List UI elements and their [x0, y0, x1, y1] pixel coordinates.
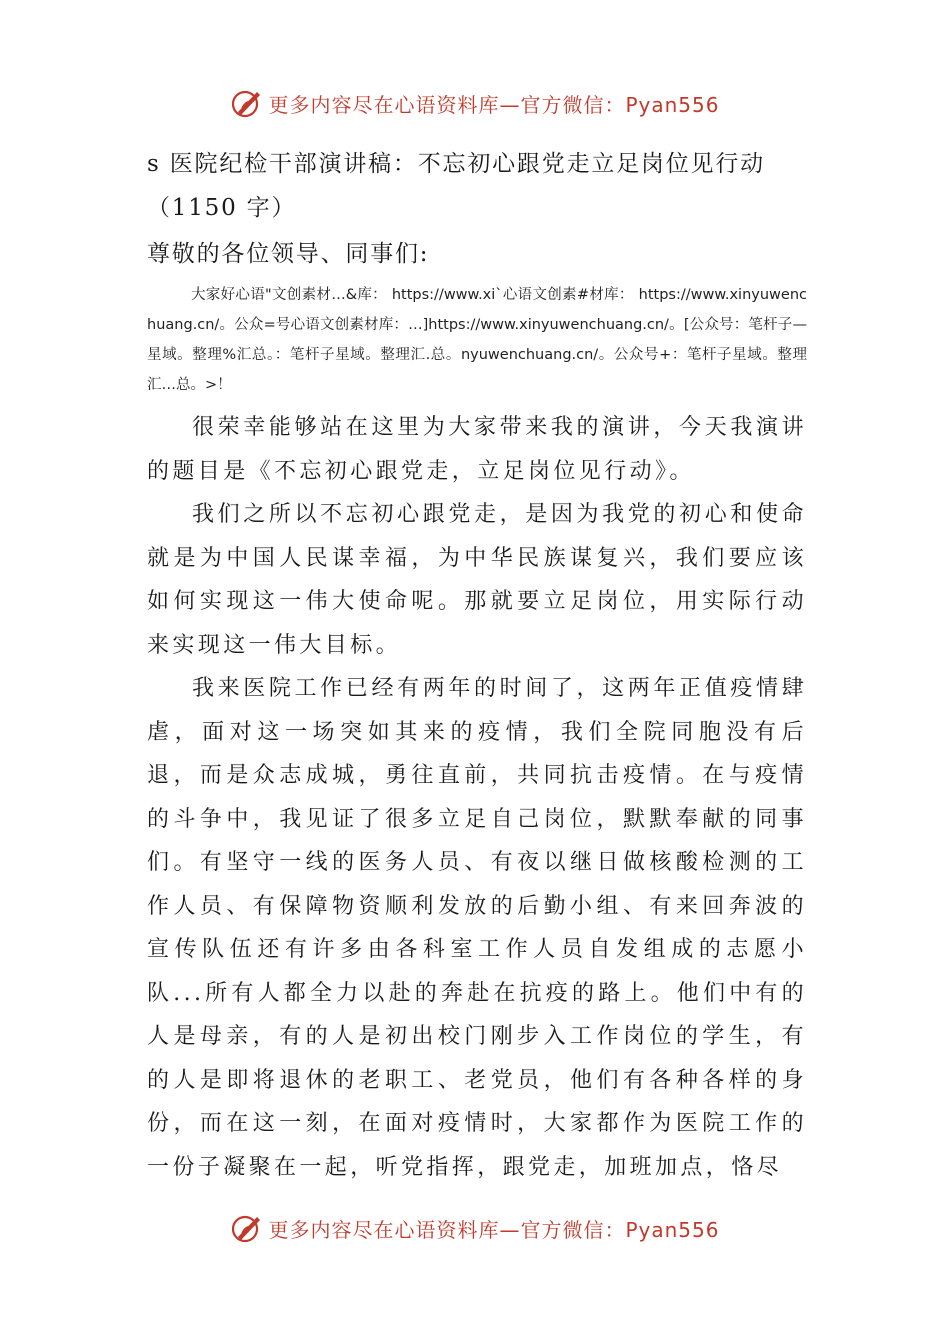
paragraph-2: 我们之所以不忘初心跟党走，是因为我党的初心和使命就是为中国人民谋幸福，为中华民族谋复兴，我们要应该如何实现这一伟大使命呢。那就要立足岗位，用实际行动来实现这一伟大目标。: [147, 502, 807, 658]
header-banner: [0, 83, 950, 123]
paragraph-3: 我来医院工作已经有两年的时间了，这两年正值疫情肆虐，面对这一场突如其来的疫情，我们全院同胞没有后退，而是众志成城，勇往直前，共同抗击疫情。在与疫情的斗争中，我见证了很多立足自己岗位，默默奉献的同事们。有坚守一线的医务人员、有夜以继日做核酸检测的工作人员、有保障物资顺利发放的后勤小组、有来回奔波的宣传队伍还有许多由各科室工作人员自发组成的志愿小队...所有人都全力以赴的奔赴在抗疫的路上。他们中有的人是母亲，有的人是初出校门刚步入工作岗位的学生，有的人是即将退休的老职工、老党员，他们有各种各样的身份，而在这一刻，在面对疫情时，大家都作为医院工作的一份子凝聚在一起，听党指挥，跟党走，加班加点，恪尽: [147, 676, 807, 1180]
ad-text: 大家好心语"文创素材…&库： https://www.xi`心语文创素#材库： https://www.xinyuwenchuang.cn/。公众=号心语文创素材库：…]https://www.xinyuwenchuang.cn/。[公众号：笔杆子—星域。整理%汇总。：笔杆子星域。整理汇.总。nyuwenchuang.cn/。公众号+：笔杆子星域。整理汇…总。>！: [147, 287, 807, 393]
document-title: s 医院纪检干部演讲稿：不忘初心跟党走立足岗位见行动（1150 字）: [147, 151, 765, 221]
paragraph-1: 很荣幸能够站在这里为大家带来我的演讲，今天我演讲的题目是《不忘初心跟党走，立足岗位见行动》。: [147, 415, 807, 484]
document-body: [147, 142, 807, 1189]
pen-circle-logo-icon: [230, 86, 264, 120]
footer-banner: [0, 1208, 950, 1248]
greeting: 尊敬的各位领导、同事们:: [147, 241, 430, 267]
pen-circle-logo-icon: [230, 1211, 264, 1245]
banner-text: 更多内容尽在心语资料库—官方微信：Pyan556: [268, 1217, 720, 1242]
banner-text: 更多内容尽在心语资料库—官方微信：Pyan556: [268, 92, 720, 117]
